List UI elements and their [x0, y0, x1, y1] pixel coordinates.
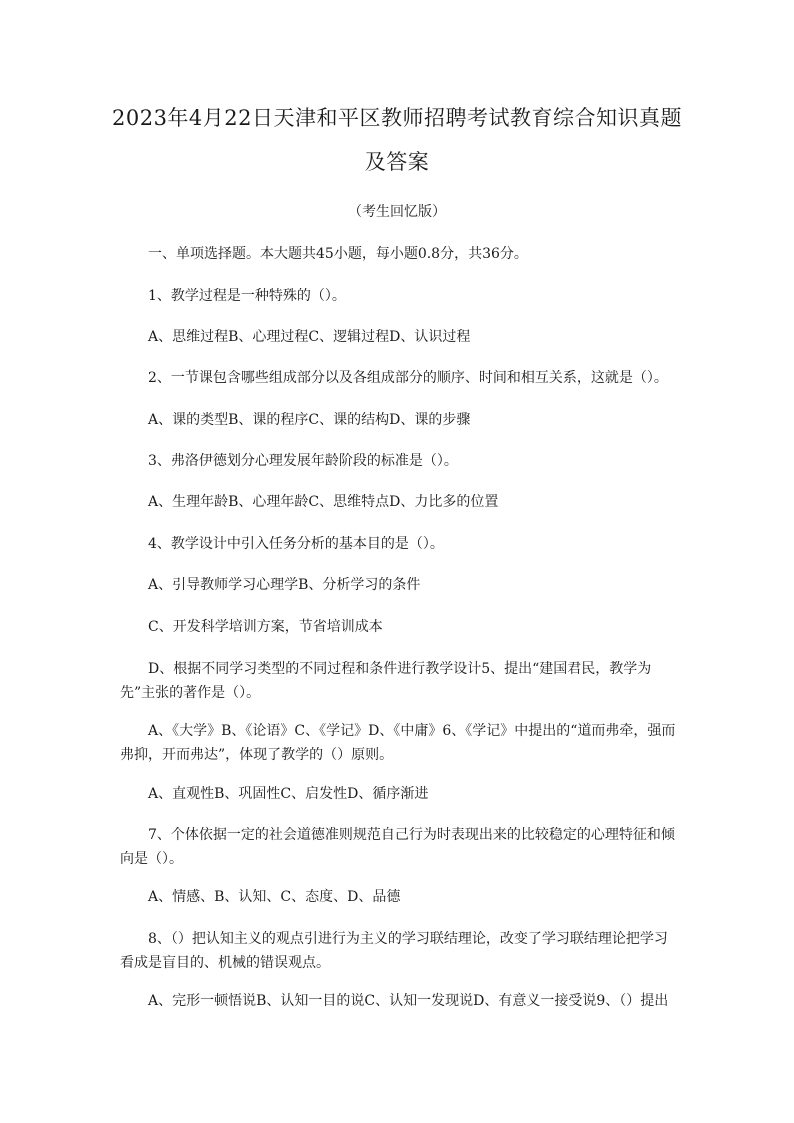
question-8-options-question-9: A、完形一顿悟说B、认知一目的说C、认知一发现说D、有意义一接受说9、（）提出 — [148, 993, 669, 1009]
question-3-options: A、生理年龄B、心理年龄C、思维特点D、力比多的位置 — [148, 494, 499, 510]
question-7-options: A、情感、B、认知、C、态度、D、品德 — [148, 889, 401, 905]
question-6-options: A、直观性B、巩固性C、启发性D、循序渐进 — [148, 786, 429, 802]
document-subtitle: （考生回忆版） — [348, 204, 446, 220]
question-1-options: A、思维过程B、心理过程C、逻辑过程D、认识过程 — [148, 329, 471, 345]
question-8: 8、（）把认知主义的观点引进行为主义的学习联结理论，改变了学习联结理论把学习看成是盲目的、机械的错误观点。 — [120, 931, 668, 971]
question-3: 3、弗洛伊德划分心理发展年龄阶段的标准是（）。 — [148, 453, 458, 469]
question-2-options: A、课的类型B、课的程序C、课的结构D、课的步骤 — [148, 412, 471, 428]
section-heading: 一、单项选择题。本大题共45小题，每小题0.8分，共36分。 — [148, 246, 528, 262]
question-4-option-d-question-5: D、根据不同学习类型的不同过程和条件进行教学设计5、提出“建国君民，教学为先”主张的著作是（）。 — [120, 661, 652, 701]
question-7: 7、个体依据一定的社会道德准则规范自己行为时表现出来的比较稳定的心理特征和倾向是（）。 — [120, 827, 675, 867]
question-5-options-question-6: A、《大学》B、《论语》C、《学记》D、《中庸》6、《学记》中提出的“道而弗牵，强而弗抑，开而弗达”，体现了教学的（）原则。 — [120, 723, 676, 763]
question-4-options-ab: A、引导教师学习心理学B、分析学习的条件 — [148, 577, 421, 593]
question-2: 2、一节课包含哪些组成部分以及各组成部分的顺序、时间和相互关系，这就是（）。 — [148, 370, 668, 386]
question-4: 4、教学设计中引入任务分析的基本目的是（）。 — [148, 536, 444, 552]
question-1: 1、教学过程是一种特殊的（）。 — [148, 288, 346, 304]
question-4-option-c: C、开发科学培训方案，节省培训成本 — [148, 619, 383, 635]
document-title: 2023年4月22日天津和平区教师招聘考试教育综合知识真题及答案 — [111, 106, 683, 174]
